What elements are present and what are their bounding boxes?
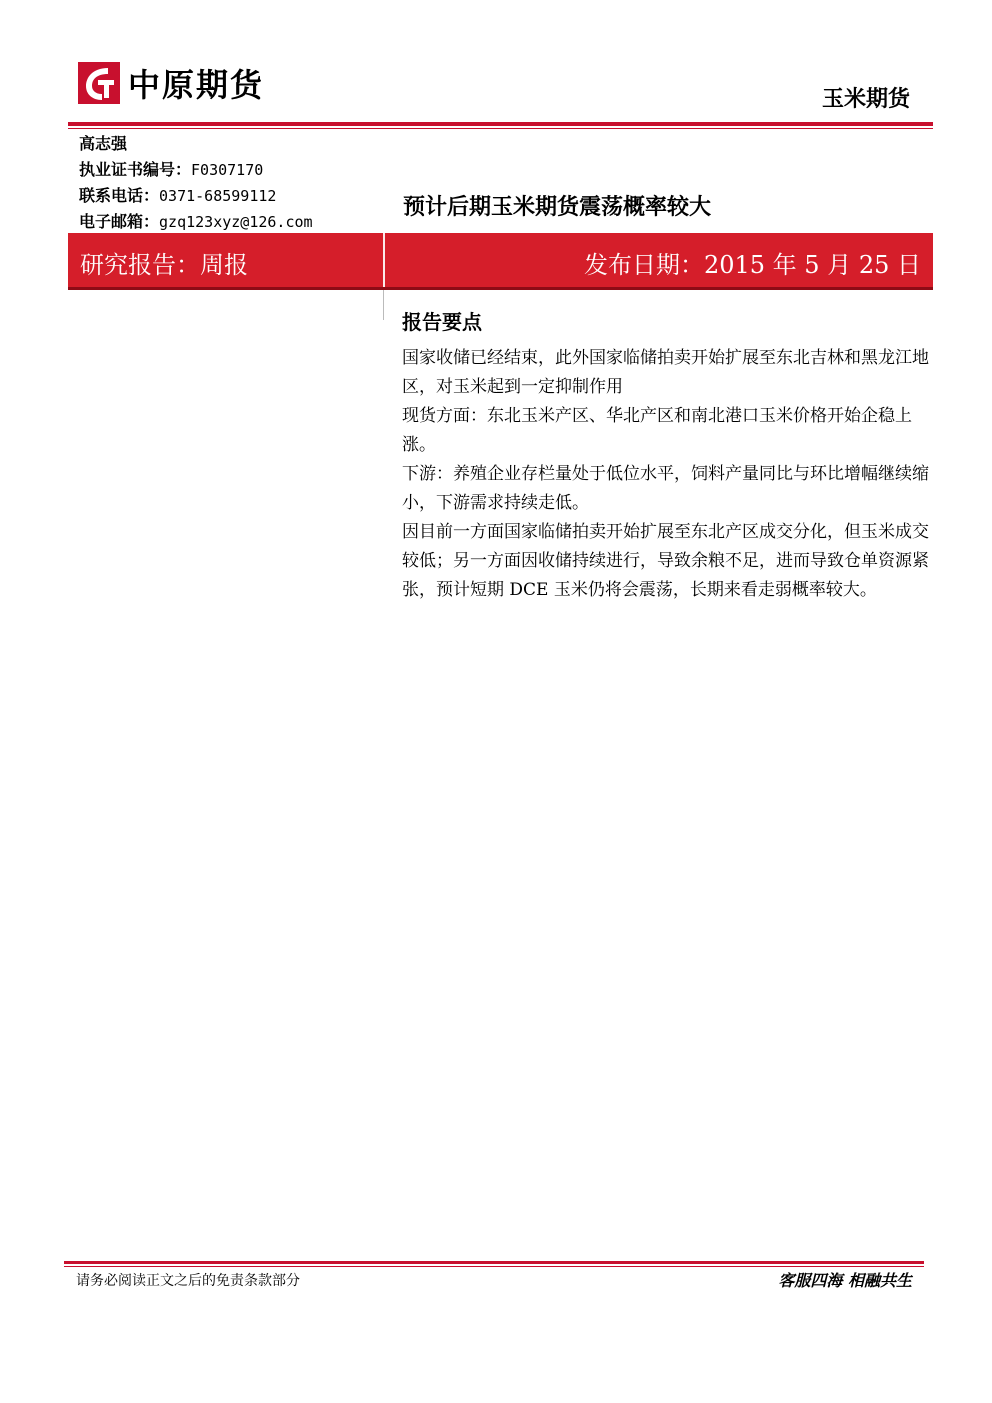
key-points-body bbox=[402, 344, 932, 605]
email-label: 电子邮箱： bbox=[79, 212, 160, 231]
author-name: 高志强 bbox=[79, 134, 128, 153]
report-title: 预计后期玉米期货震荡概率较大 bbox=[403, 194, 712, 220]
email-row bbox=[79, 209, 313, 235]
phone-label: 联系电话： bbox=[79, 186, 160, 205]
company-logo bbox=[78, 60, 264, 106]
key-point-paragraph: 下游：养殖企业存栏量处于低位水平，饲料产量同比与环比增幅继续缩小，下游需求持续走低。 bbox=[402, 464, 929, 513]
report-category: 玉米期货 bbox=[821, 86, 910, 112]
footer-rule-thin bbox=[64, 1266, 924, 1267]
footer-rule bbox=[64, 1261, 924, 1264]
phone-value: 0371-68599112 bbox=[159, 187, 277, 205]
publish-date: 发布日期：2015 年 5 月 25 日 bbox=[583, 251, 921, 279]
disclaimer-note: 请务必阅读正文之后的免责条款部分 bbox=[76, 1273, 300, 1289]
key-points-heading: 报告要点 bbox=[402, 310, 482, 334]
author-block bbox=[79, 131, 313, 235]
license-row bbox=[79, 157, 313, 183]
key-point-paragraph: 现货方面：东北玉米产区、华北产区和南北港口玉米价格开始企稳上涨。 bbox=[402, 406, 912, 455]
company-name: 中原期货 bbox=[128, 66, 265, 104]
report-type: 研究报告：周报 bbox=[80, 251, 248, 279]
column-divider bbox=[383, 290, 384, 320]
header-rule-thin bbox=[68, 128, 933, 129]
license-label: 执业证书编号： bbox=[79, 160, 192, 179]
header-rule bbox=[68, 122, 933, 126]
key-point-paragraph: 因目前一方面国家临储拍卖开始扩展至东北产区成交分化，但玉米成交较低；另一方面因收储持续进行，导致余粮不足，进而导致仓单资源紧张，预计短期 DCE 玉米仍将会震荡，长期来看走弱概率较大。 bbox=[402, 522, 929, 600]
company-logo-icon bbox=[78, 62, 120, 104]
banner-divider bbox=[383, 233, 385, 287]
license-value: F0307170 bbox=[191, 161, 264, 179]
key-point-paragraph: 国家收储已经结束，此外国家临储拍卖开始扩展至东北吉林和黑龙江地区，对玉米起到一定抑制作用 bbox=[402, 348, 929, 397]
phone-row bbox=[79, 183, 313, 209]
email-value: gzq123xyz@126.com bbox=[159, 213, 313, 231]
company-slogan: 客服四海 相融共生 bbox=[778, 1271, 912, 1290]
report-banner bbox=[68, 233, 933, 290]
